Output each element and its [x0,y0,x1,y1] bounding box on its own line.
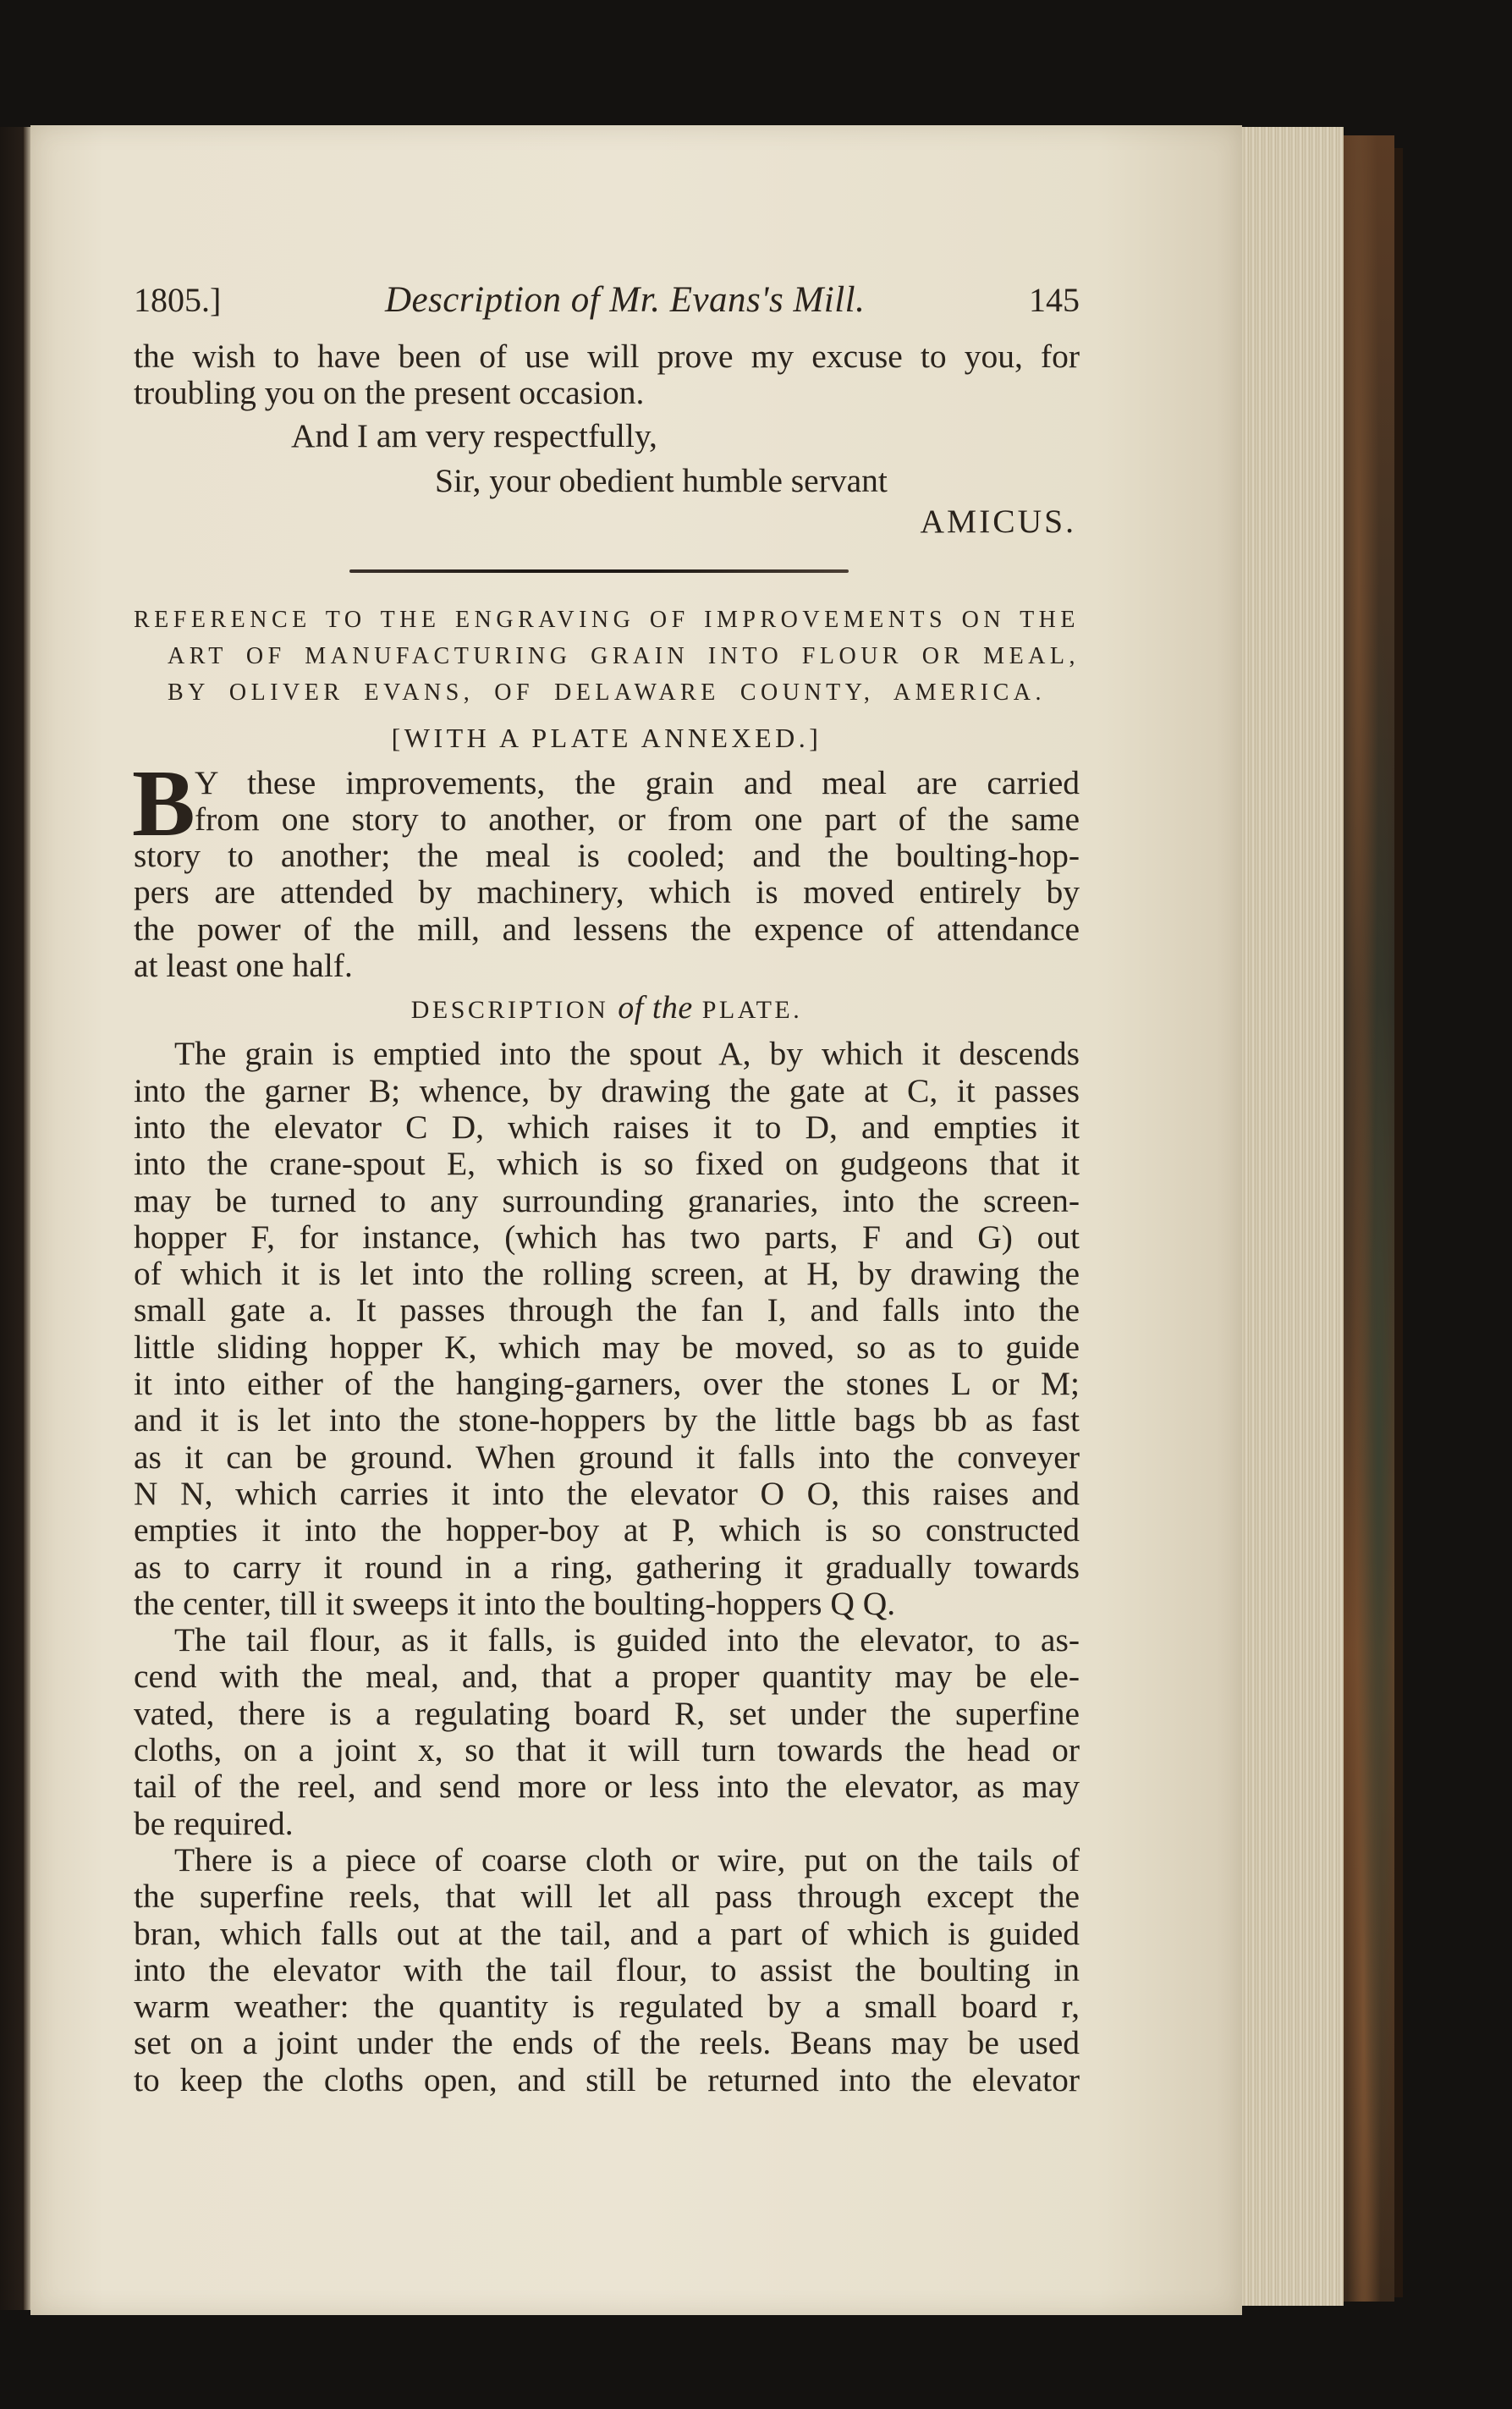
text-line: N N, which carries it into the elevator O O, this raises and [134,1474,1080,1512]
heading-line: BY OLIVER EVANS, OF DELAWARE COUNTY, AMERICA. [168,679,1046,706]
text-line: empties it into the hopper-boy at P, which is so constructed [134,1511,1080,1549]
page-edges [1242,127,1344,2306]
text-line: to keep the cloths open, and still be returned into the elevator [134,2060,1080,2098]
text-line: as to carry it round in a ring, gathering it gradually towards [134,1548,1080,1586]
letter-end [134,338,1080,541]
description-paragraph-1 [134,1036,1080,1622]
text-line: The grain is emptied into the spout A, by which it descends [174,1035,1080,1073]
heading-line: REFERENCE TO THE ENGRAVING OF IMPROVEMENTS ON THE [134,606,1080,633]
text-line: may be turned to any surrounding granaries, into the screen- [134,1181,1080,1219]
drop-cap: B [132,751,195,856]
text-line: tail of the reel, and send more or less into the elevator, as may [134,1768,1080,1806]
marbled-cover [1344,135,1394,2302]
text-line: set on a joint under the ends of the reels. Beans may be used [134,2024,1080,2062]
text-line: it into either of the hanging-garners, over the stones L or M; [134,1365,1080,1403]
heading-word: DESCRIPTION [410,996,609,1025]
text-line: be required. [134,1804,294,1842]
text-line: cend with the meal, and, that a proper quantity may be ele- [134,1658,1080,1696]
text-line: as it can be ground. When ground it falls into the conveyer [134,1438,1080,1476]
heading-italic: of the [618,990,693,1026]
text-line: troubling you on the present occasion. [134,374,645,412]
text-line: The tail flour, as it falls, is guided into the elevator, to as- [174,1621,1080,1659]
text-line: small gate a. It passes through the fan I, and falls into the [134,1291,1080,1329]
text-line: warm weather: the quantity is regulated by a small board r, [134,1988,1080,2026]
description-paragraph-2 [134,1622,1080,1842]
text-line: from one story to another, or from one part of the same [195,800,1080,838]
section-rule [349,569,849,573]
text-line: of which it is let into the rolling screen, at H, by drawing the [134,1255,1080,1293]
text-line: cloths, on a joint x, so that it will turn towards the head or [134,1731,1080,1769]
text-line: bran, which falls out at the tail, and a part of which is guided [134,1914,1080,1952]
heading-line: ART OF MANUFACTURING GRAIN INTO FLOUR OR MEAL, [168,642,1080,669]
text-line: the power of the mill, and lessens the expence of attendance [134,910,1080,948]
text-line: the wish to have been of use will prove my excuse to you, for [134,338,1080,375]
header-title: Description of Mr. Evans's Mill. [384,280,866,320]
text-line: pers are attended by machinery, which is moved entirely by [134,873,1080,911]
letter-salutation: Sir, your obedient humble servant [435,461,888,499]
text-line: into the garner B; whence, by drawing the gate at C, it passes [134,1071,1080,1109]
intro-paragraph [132,751,1080,985]
letter-closing: And I am very respectfully, [291,416,657,454]
text-line: into the crane-spout E, which is so fixed on gudgeons that it [134,1145,1080,1183]
text-line: story to another; the meal is cooled; and the boulting-hop- [134,837,1080,875]
cover-edge [1394,148,1403,2297]
text-line: the center, till it sweeps it into the boulting-hoppers Q Q. [134,1584,896,1622]
text-line: Y these improvements, the grain and meal are carried [195,763,1080,801]
running-header [134,279,1080,327]
text-line: and it is let into the stone-hoppers by the little bags bb as fast [134,1401,1080,1439]
text-line: vated, there is a regulating board R, set under the superfine [134,1694,1080,1732]
text-line: There is a piece of coarse cloth or wire, put on the tails of [174,1840,1080,1878]
reference-heading [134,602,1080,762]
heading-word: PLATE. [701,996,803,1025]
text-line: into the elevator with the tail flour, to assist the boulting in [134,1950,1080,1988]
header-year: 1805.] [134,281,222,319]
description-paragraph-3 [134,1842,1080,2098]
text-line: little sliding hopper K, which may be moved, so as to guide [134,1328,1080,1366]
letter-signature: AMICUS. [920,502,1076,540]
text-line: into the elevator C D, which raises it to D, and empties it [134,1108,1080,1146]
page-number: 145 [1029,281,1080,319]
page-text [134,279,1080,2098]
text-line: at least one half. [134,947,353,985]
text-line: the superfine reels, that will let all pass through except the [134,1878,1080,1916]
plate-note: [WITH A PLATE ANNEXED.] [391,722,822,753]
description-heading [134,984,1080,1034]
text-line: hopper F, for instance, (which has two parts, F and G) out [134,1218,1080,1256]
